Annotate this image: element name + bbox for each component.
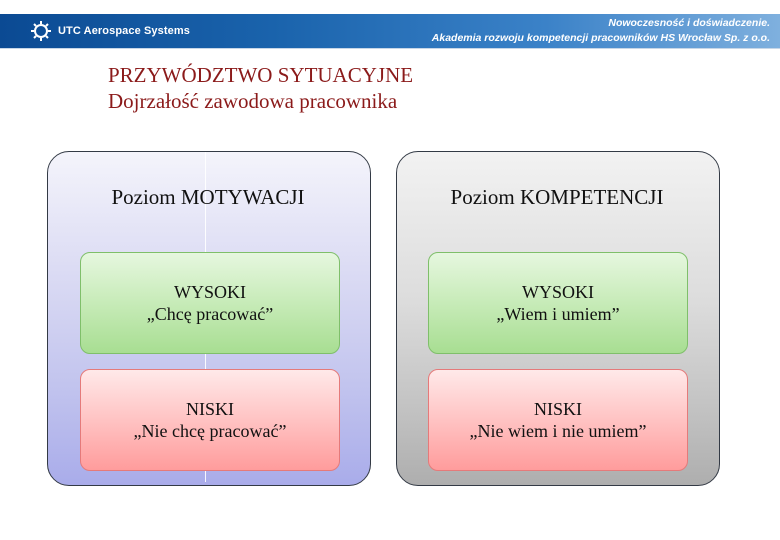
- slide-title-line-1: PRZYWÓDZTWO SYTUACYJNE: [108, 63, 414, 87]
- competence-high-box: [428, 252, 688, 354]
- motivation-high-box: [80, 252, 340, 354]
- tagline-line-2: Akademia rozwoju kompetencji pracowników HS Wrocław Sp. z o.o.: [431, 32, 770, 44]
- motivation-high-quote: „Chcę pracować”: [146, 304, 274, 324]
- competence-high-level: WYSOKI: [522, 282, 594, 302]
- slide-title-line-2: Dojrzałość zawodowa pracownika: [108, 89, 398, 113]
- competence-high-quote: „Wiem i umiem”: [496, 304, 620, 324]
- competence-heading: Poziom KOMPETENCJI: [450, 185, 664, 209]
- slide-title: [108, 62, 413, 114]
- tagline-line-1: Nowoczesność i doświadczenie.: [608, 17, 770, 29]
- motivation-low-box: [80, 369, 340, 471]
- logo-text: UTC Aerospace Systems: [58, 25, 190, 37]
- motivation-low-level: NISKI: [186, 399, 234, 419]
- competence-low-box: [428, 369, 688, 471]
- company-logo: [30, 20, 190, 42]
- utc-aerospace-logo-icon: [30, 20, 52, 42]
- header-bar: [0, 0, 780, 62]
- competence-low-level: NISKI: [534, 399, 582, 419]
- competence-low-quote: „Nie wiem i nie umiem”: [469, 421, 647, 441]
- motivation-low-quote: „Nie chcę pracować”: [133, 421, 287, 441]
- motivation-high-level: WYSOKI: [174, 282, 246, 302]
- motivation-heading: Poziom MOTYWACJI: [111, 185, 305, 209]
- header-tagline: [432, 16, 770, 46]
